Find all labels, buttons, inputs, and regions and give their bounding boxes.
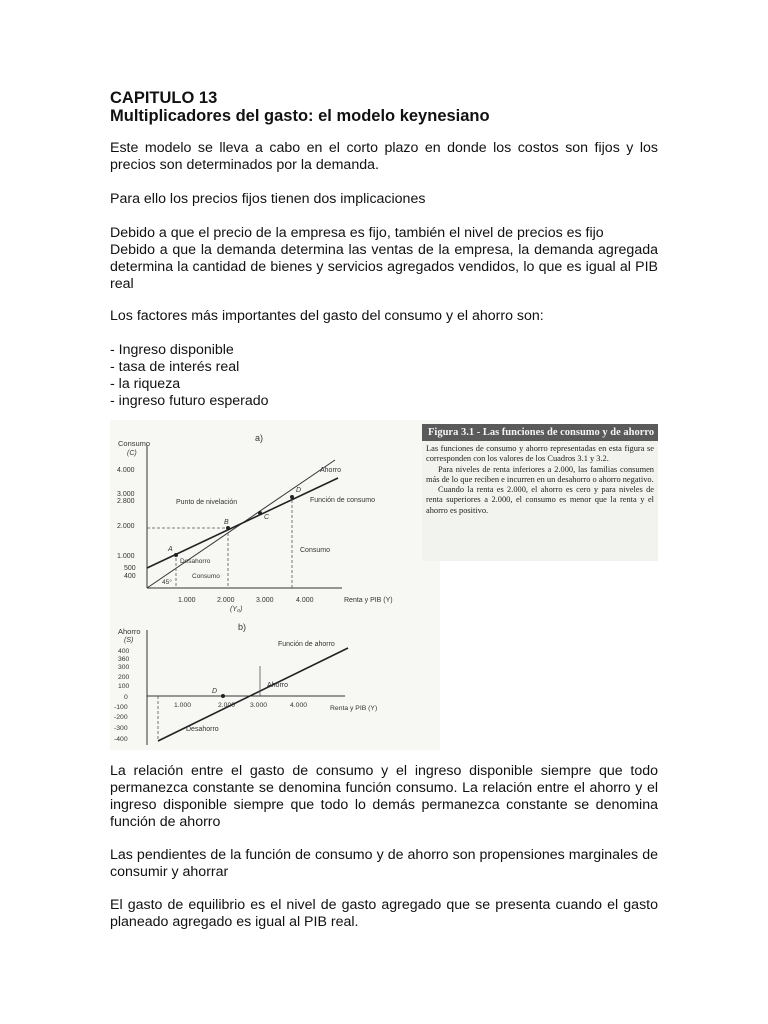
tick-label: 3.000 [117, 491, 135, 498]
tick-label: 100 [118, 683, 130, 690]
point-d-marker [221, 694, 225, 698]
tick-label: 0 [124, 694, 128, 701]
panel-b-y-symbol: (S) [124, 637, 134, 644]
list-item: - la riqueza [110, 376, 181, 392]
panel-a-y-symbol: (C) [127, 450, 137, 457]
tick-label: 4.000 [296, 597, 314, 604]
figure-caption-title: Figura 3.1 - Las funciones de consumo y de ahorro [422, 424, 658, 441]
panel-a-label: a) [255, 433, 264, 443]
paragraph-equilibrium: El gasto de equilibrio es el nivel de gasto agregado que se presenta cuando el gasto planeado agregado es igual al PIB real. [110, 897, 658, 930]
chapter-title: Multiplicadores del gasto: el modelo keynesiano [110, 107, 490, 125]
paragraph-implications: Para ello los precios fijos tienen dos implicaciones [110, 191, 426, 207]
tick-label: 300 [118, 664, 130, 671]
angle-label: 45° [162, 579, 172, 586]
point-label: C [264, 514, 270, 521]
ahorro-label: Ahorro [267, 682, 289, 689]
tick-label: -400 [114, 736, 128, 743]
list-item: - Ingreso disponible [110, 342, 234, 358]
figure-caption-text: Cuando la renta es 2.000, el ahorro es cero y para niveles de renta superiores a 2.000, el consumo es menor que la renta y el ahorro es positivo. [426, 485, 654, 515]
ahorro-label: Ahorro [320, 467, 342, 474]
paragraph-factors-intro: Los factores más importantes del gasto del consumo y el ahorro son: [110, 308, 544, 324]
tick-label: 3.000 [250, 702, 268, 709]
figure-caption-box [422, 424, 658, 561]
chapter-number: CAPITULO 13 [110, 89, 218, 107]
tick-label: 2.000 [218, 702, 236, 709]
list-item: - ingreso futuro esperado [110, 393, 269, 409]
tick-label: -200 [114, 714, 128, 721]
panel-b-label: b) [238, 622, 247, 632]
figure-caption-text: Para niveles de renta inferiores a 2.000, las familias consumen más de lo que reciben e incurren en un desahorro o ahorro negativo. [426, 464, 654, 484]
panel-b-x-title: Renta y PIB (Y) [330, 705, 378, 712]
consumo-label: Consumo [300, 547, 330, 554]
paragraph-intro: Este modelo se lleva a cabo en el corto plazo en donde los costos son fijos y los precios son determinados por la demanda. [110, 140, 658, 173]
paragraph-price-fixed: Debido a que el precio de la empresa es fijo, también el nivel de precios es fijo [110, 225, 604, 241]
tick-label: 4.000 [290, 702, 308, 709]
paragraph-demand: Debido a que la demanda determina las ventas de la empresa, la demanda agregada determina la cantidad de bienes y servicios agregados vendidos, lo que es igual al PIB real [110, 242, 658, 292]
tick-label: 3.000 [256, 597, 274, 604]
paragraph-propensities: Las pendientes de la función de consumo y de ahorro son propensiones marginales de consumir y ahorrar [110, 847, 658, 880]
equilibrium-income-label: (Y₀) [230, 606, 243, 613]
point-label: D [296, 487, 302, 494]
tick-label: 400 [118, 648, 130, 655]
tick-label: 360 [118, 656, 130, 663]
tick-label: -100 [114, 704, 128, 711]
tick-label: 1.000 [178, 597, 196, 604]
tick-label: 2.800 [117, 498, 135, 505]
tick-label: 1.000 [117, 553, 135, 560]
tick-label: 200 [118, 674, 130, 681]
tick-label: -300 [114, 725, 128, 732]
point-d-marker [290, 495, 294, 499]
point-a-marker [174, 553, 178, 557]
point-label: B [224, 519, 229, 526]
factors-list [110, 342, 269, 410]
panel-b-y-title: Ahorro [118, 627, 141, 636]
dissaving-label: Desahorro [180, 558, 211, 565]
savings-function-label: Función de ahorro [278, 641, 335, 648]
dissaving-label: Desahorro [186, 726, 219, 733]
tick-label: 4.000 [117, 467, 135, 474]
tick-label: 2.000 [217, 597, 235, 604]
point-c-marker [258, 511, 262, 515]
consumo-small-label: Consumo [192, 573, 220, 580]
tick-label: 1.000 [174, 702, 192, 709]
panel-a-x-title: Renta y PIB (Y) [344, 597, 393, 604]
point-label: D [212, 688, 218, 695]
consumption-function-label: Función de consumo [310, 497, 375, 504]
list-item: - tasa de interés real [110, 359, 240, 375]
breakeven-label: Punto de nivelación [176, 499, 238, 506]
tick-label: 500 [124, 565, 136, 572]
tick-label: 400 [124, 573, 136, 580]
figure-caption-text: Las funciones de consumo y ahorro representadas en esta figura se corresponden con los valores de los Cuadros 3.1 y 3.2. [426, 444, 654, 464]
point-label: A [168, 546, 173, 553]
paragraph-consumption-function: La relación entre el gasto de consumo y el ingreso disponible siempre que todo permanezca constante se denomina función consumo. La relación entre el ahorro y el ingreso disponible siempre que todo lo demás permanezca constante se denomina función de ahorro [110, 763, 658, 830]
panel-a-y-title: Consumo [118, 439, 151, 448]
point-b-marker [226, 526, 230, 530]
tick-label: 2.000 [117, 523, 135, 530]
consumption-savings-figure [110, 420, 440, 750]
